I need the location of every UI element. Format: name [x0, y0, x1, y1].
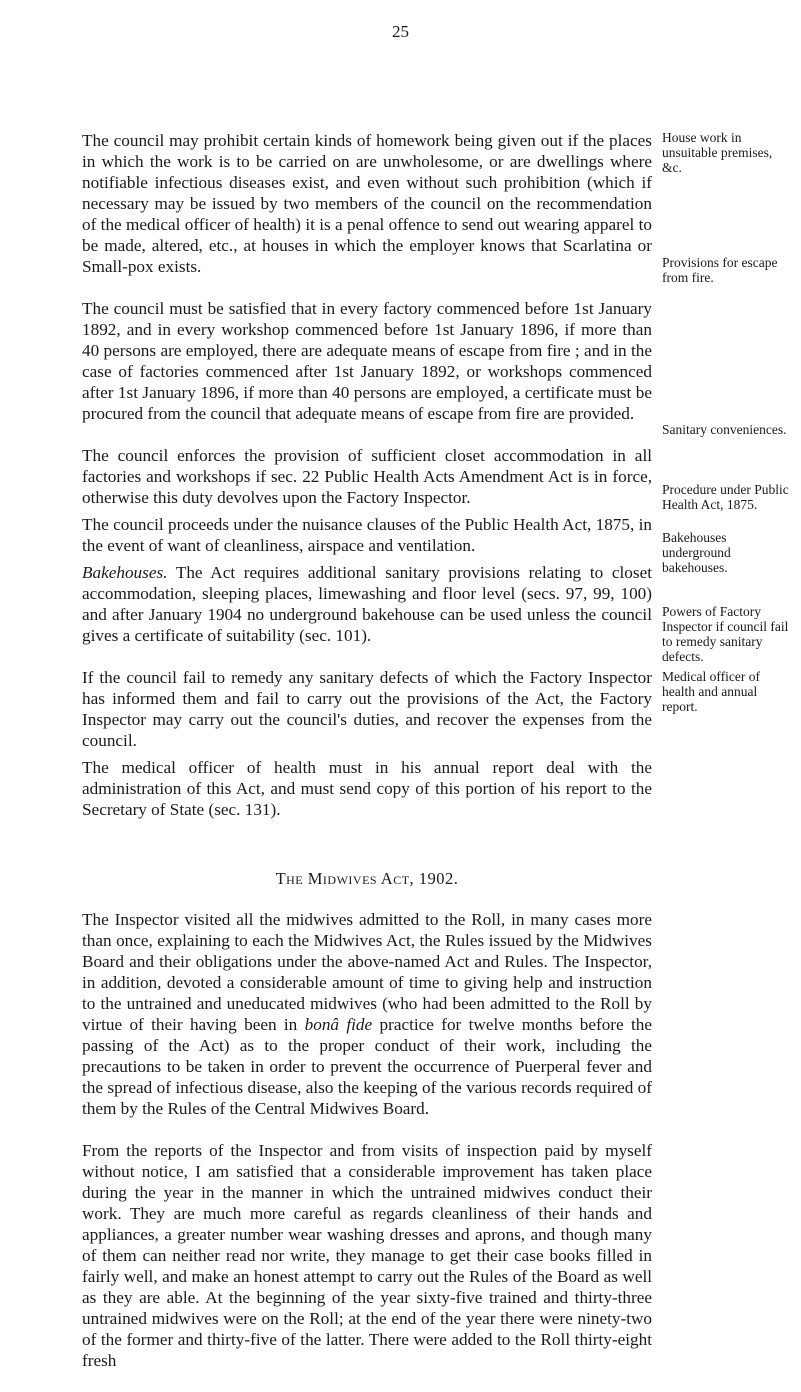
paragraph-escape-from-fire: The council must be satisfied that in every factory commenced before 1st January 1892, and in every workshop commenced before 1st January 1896, if more than 40 persons are employed, there are adequate means of escape from fire ; and in the case of factories commenced after 1st January 1892, or workshops commenced after 1st January 1896, if more than 40 persons are employed, a certificate must be procured from the council that adequate means of escape from fire are provided.	[82, 299, 652, 423]
main-text	[82, 130, 652, 1392]
midwives-1-after: practice for twelve months before the passing of the Act) as to the proper conduct of their work, including the precautions to be taken in order to prevent the occurrence of Puerperal fever and the spread of infectious disease, also the keeping of the various records required of them by the Rules of the Central Midwives Board.	[82, 1015, 653, 1118]
margin-note-sanitary: Sanitary conveniences.	[662, 422, 787, 437]
margin-note-factory-inspector: Powers of Factory Inspector if council fail to remedy sanitary defects.	[662, 604, 789, 664]
paragraph-public-health-act: The council proceeds under the nuisance clauses of the Public Health Act, 1875, in the event of want of cleanliness, airspace and ventilation.	[82, 515, 652, 555]
bakehouses-label: Bakehouses.	[82, 563, 168, 582]
paragraph-homework: The council may prohibit certain kinds of homework being given out if the places in which the work is to be carried on are unwholesome, or are dwellings where notifiable infectious diseases exist, and even without such prohibition (which if necessary may be issued by two members of the council on the recommendation of the medical officer of health) it is a penal offence to send out wearing apparel to be made, altered, etc., at houses in which the employer knows that Scarlatina or Small-pox exists.	[82, 131, 652, 276]
margin-note-bakehouses: Bakehouses underground bakehouses.	[662, 530, 731, 575]
paragraph-bakehouses	[82, 562, 652, 646]
midwives-1-italic: bonâ fide	[304, 1015, 373, 1034]
page-number: 25	[392, 22, 409, 41]
margin-note-procedure: Procedure under Public Health Act, 1875.	[662, 482, 789, 512]
margin-note-escape-from-fire: Provisions for escape from fire.	[662, 255, 778, 285]
paragraph-medical-officer-report: The medical officer of health must in his annual report deal with the administration of this Act, and must send copy of this portion of his report to the Secretary of State (sec. 131).	[82, 758, 652, 819]
midwives-1-before: The Inspector visited all the midwives admitted to the Roll, in many cases more than once, explaining to each the Midwives Act, the Rules issued by the Midwives Board and their obligations under the above-named Act and Rules. The Inspector, in addition, devoted a considerable amount of time to giving help and instruction to the untrained and uneducated midwives (who had been admitted to the Roll by virtue of their having been in	[82, 910, 652, 1034]
bakehouses-text: The Act requires additional sanitary provisions relating to closet accommodation, sleeping places, limewashing and floor level (secs. 97, 99, 100) and after January 1904 no underground bakehouse can be used unless the council gives a certificate of suitability (sec. 101).	[82, 563, 652, 645]
paragraph-factory-inspector-powers: If the council fail to remedy any sanitary defects of which the Factory Inspector has informed them and fail to carry out the provisions of the Act, the Factory Inspector may carry out the council's duties, and recover the expenses from the council.	[82, 668, 652, 750]
margin-note-medical-officer: Medical officer of health and annual report.	[662, 669, 760, 714]
paragraph-midwives-2: From the reports of the Inspector and from visits of inspection paid by myself without notice, I am satisfied that a considerable improvement has taken place during the year in the manner in which the untrained midwives conduct their work. They are much more careful as regards cleanliness of their hands and appliances, a greater number wear washing dresses and aprons, and though many of them can neither read nor write, they manage to get their case books filled in fairly well, and make an honest attempt to carry out the Rules of the Board as well as they are able. At the beginning of the year sixty-five trained and thirty-three untrained midwives were on the Roll; at the end of the year there were ninety-two of the former and thirty-five of the latter. There were added to the Roll thirty-eight fresh	[82, 1141, 652, 1370]
midwives-heading: The Midwives Act, 1902.	[275, 869, 459, 888]
paragraph-sanitary-conveniences: The council enforces the provision of sufficient closet accommodation in all factories and workshops if sec. 22 Public Health Acts Amendment Act is in force, otherwise this duty devolves upon the Factory Inspector.	[82, 446, 652, 507]
margin-note-homework: House work in unsuitable premises, &c.	[662, 130, 773, 175]
paragraph-midwives-1	[82, 909, 652, 1119]
